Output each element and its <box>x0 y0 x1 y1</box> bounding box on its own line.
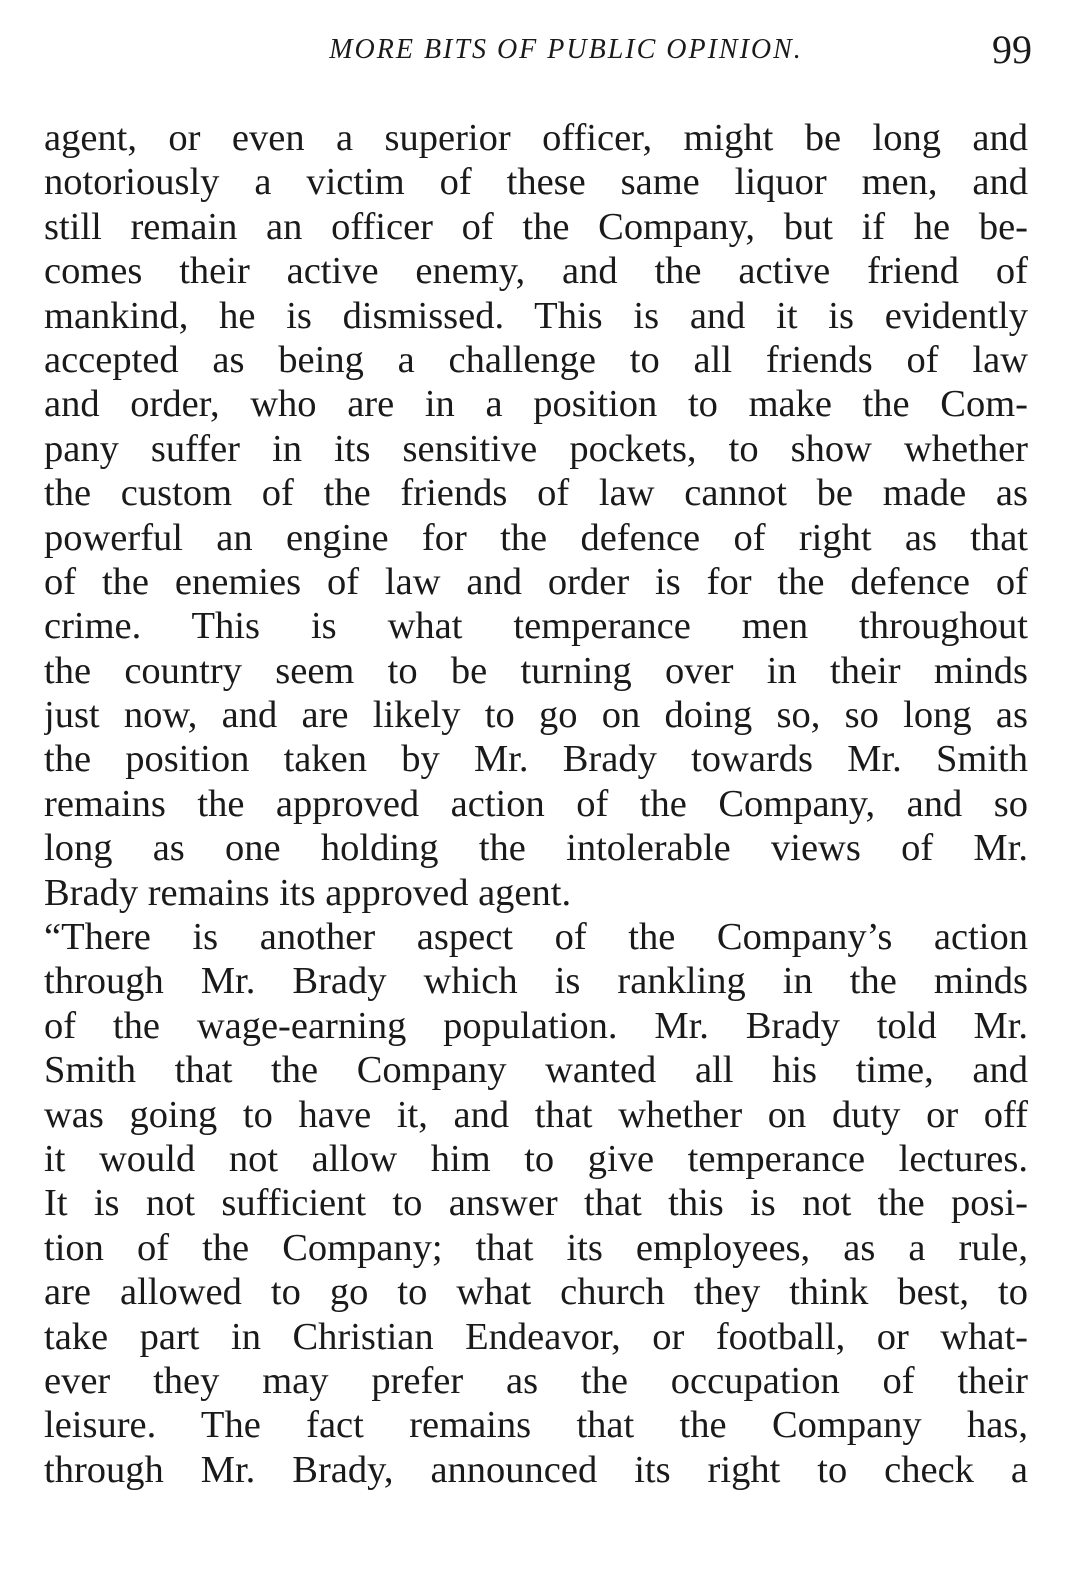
text-line: pany suffer in its sensitive pockets, to show whether <box>44 427 1028 470</box>
text-line: the country seem to be turning over in their minds <box>44 649 1028 692</box>
text-line: tion of the Company; that its employees, as a rule, <box>44 1226 1028 1269</box>
text-line: take part in Christian Endeavor, or football, or what- <box>44 1315 1028 1358</box>
body-text <box>44 116 1028 1492</box>
page-number: 99 <box>992 27 1032 72</box>
text-line: accepted as being a challenge to all friends of law <box>44 338 1028 381</box>
running-title: MORE BITS OF PUBLIC OPINION. <box>329 34 803 65</box>
text-line: the custom of the friends of law cannot be made as <box>44 472 1028 515</box>
text-line: through Mr. Brady, announced its right to check a <box>44 1448 1028 1491</box>
text-line: of the wage-earning population. Mr. Brady told Mr. <box>44 1004 1028 1047</box>
text-line: It is not sufficient to answer that this is not the posi- <box>44 1182 1028 1225</box>
text-line: long as one holding the intolerable views of Mr. <box>44 827 1028 870</box>
text-line: leisure. The fact remains that the Company has, <box>44 1404 1028 1447</box>
text-line: remains the approved action of the Company, and so <box>44 782 1028 825</box>
running-head <box>40 26 1032 76</box>
text-line: ever they may prefer as the occupation of their <box>44 1359 1028 1402</box>
text-line: of the enemies of law and order is for the defence of <box>44 560 1028 603</box>
text-line: it would not allow him to give temperance lectures. <box>44 1137 1028 1180</box>
text-line: still remain an officer of the Company, but if he be- <box>44 205 1028 248</box>
text-line: mankind, he is dismissed. This is and it is evidently <box>44 294 1028 337</box>
text-line: comes their active enemy, and the active friend of <box>44 250 1028 293</box>
text-line: the position taken by Mr. Brady towards Mr. Smith <box>44 738 1028 781</box>
text-line: through Mr. Brady which is rankling in the minds <box>44 960 1028 1003</box>
text-line: agent, or even a superior officer, might be long and <box>44 117 1028 159</box>
text-line: Brady remains its approved agent. <box>44 871 572 914</box>
text-line: was going to have it, and that whether on duty or off <box>44 1093 1028 1136</box>
text-line: powerful an engine for the defence of right as that <box>44 516 1028 559</box>
text-line: just now, and are likely to go on doing so, so long as <box>44 694 1028 737</box>
paragraph <box>44 116 1028 915</box>
text-line: are allowed to go to what church they think best, to <box>44 1271 1028 1314</box>
text-line: and order, who are in a position to make the Com- <box>44 383 1028 426</box>
paragraph <box>44 915 1028 1492</box>
text-line: notoriously a victim of these same liquor men, and <box>44 161 1028 204</box>
text-line: crime. This is what temperance men throughout <box>44 605 1028 648</box>
text-line: Smith that the Company wanted all his time, and <box>44 1049 1028 1092</box>
text-line: “There is another aspect of the Company’s action <box>44 916 1028 959</box>
